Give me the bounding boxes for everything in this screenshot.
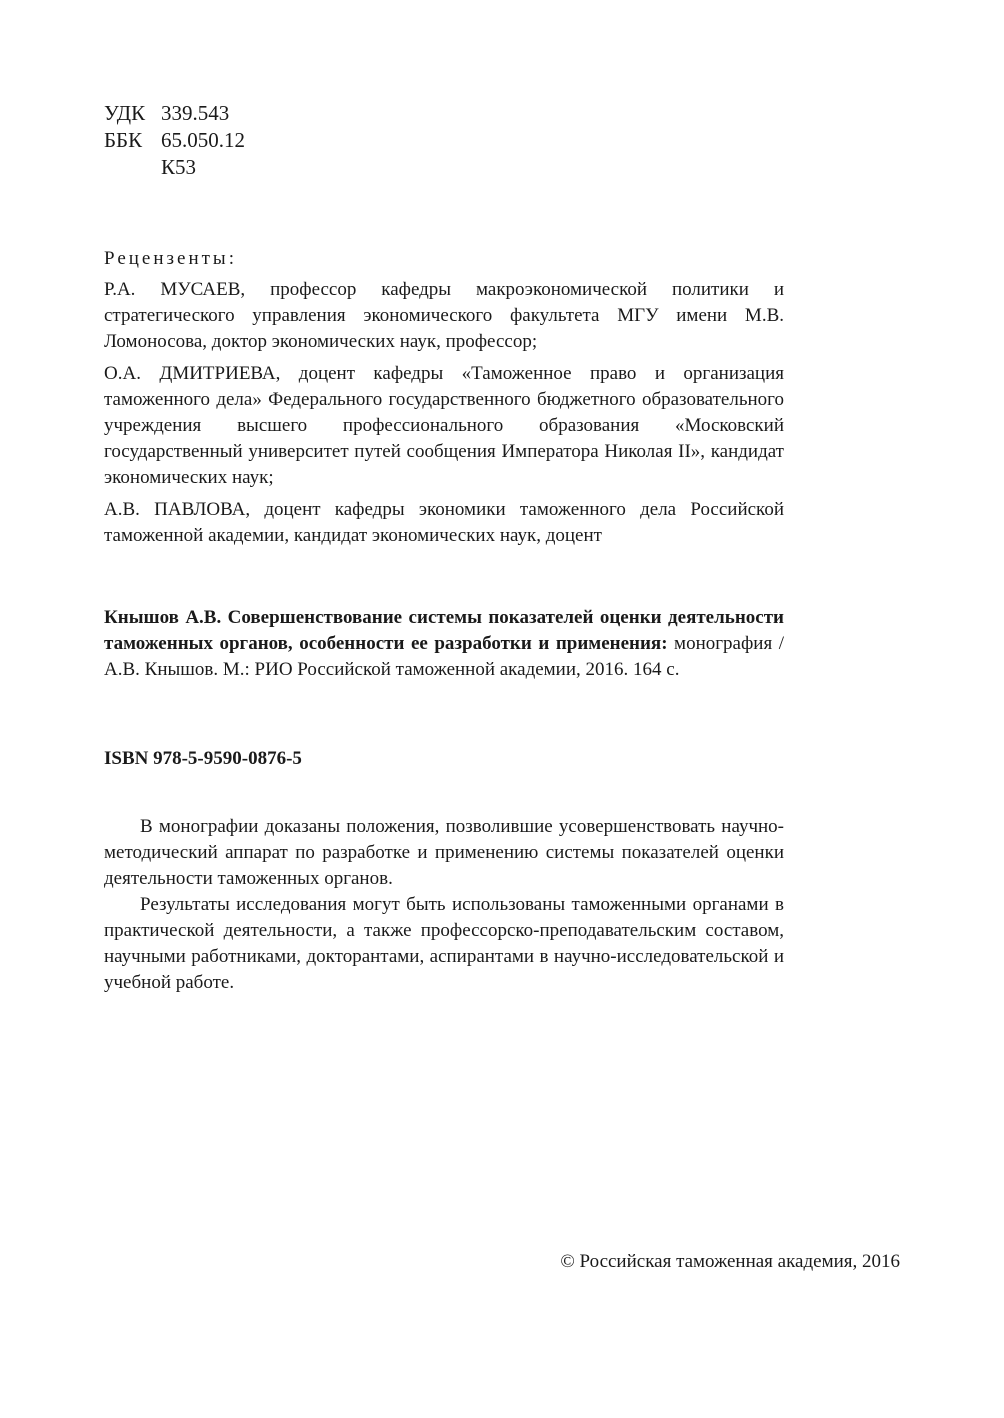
author-mark-row [104, 154, 245, 181]
bbk-value: 65.050.12 [161, 128, 245, 152]
reviewers-section [104, 246, 784, 555]
classification-block [104, 100, 245, 181]
udk-row [104, 100, 245, 127]
author-mark-spacer [104, 154, 161, 181]
bbk-row [104, 127, 245, 154]
copyright-notice: © Российская таможенная академия, 2016 [560, 1251, 900, 1272]
reviewer-item: А.В. ПАВЛОВА, доцент кафедры экономики таможенного дела Российской таможенной академии, кандидат экономических наук, доцент [104, 499, 784, 546]
author-mark: К53 [161, 155, 197, 179]
reviewer-item: О.А. ДМИТРИЕВА, доцент кафедры «Таможенное право и организация таможенного дела» Федерального государственного бюджетного образовательного учреждения высшего профессионального образования «Московский государственный университет путей сообщения Императора Николая II», кандидат экономических наук; [104, 363, 784, 488]
reviewers-title: Рецензенты: [104, 248, 237, 269]
abstract-paragraph: Результаты исследования могут быть использованы таможенными органами в практической деятельности, а также профессорско-преподавательским составом, научными работниками, докторантами, аспирантами в научно-исследовательской и учебной работе. [104, 894, 784, 993]
bbk-label: ББК [104, 128, 143, 152]
abstract-section [104, 814, 784, 996]
bibliographic-citation [104, 605, 784, 683]
udk-label: УДК [104, 101, 146, 125]
reviewer-item: Р.А. МУСАЕВ, профессор кафедры макроэкономической политики и стратегического управления экономического факультета МГУ имени М.В. Ломоносова, доктор экономических наук, профессор; [104, 279, 784, 352]
citation-title: Кнышов А.В. Совершенствование системы показателей оценки деятельности таможенных органов, особенности ее разработки и применения: [104, 607, 784, 654]
abstract-paragraph: В монографии доказаны положения, позволившие усовершенствовать научно-методический аппарат по разработке и применению системы показателей оценки деятельности таможенных органов. [104, 816, 784, 889]
udk-value: 339.543 [161, 101, 230, 125]
isbn: ISBN 978-5-9590-0876-5 [104, 748, 302, 769]
citation-details: монография / А.В. Кнышов. М.: РИО Российской таможенной академии, 2016. 164 с. [104, 633, 784, 680]
